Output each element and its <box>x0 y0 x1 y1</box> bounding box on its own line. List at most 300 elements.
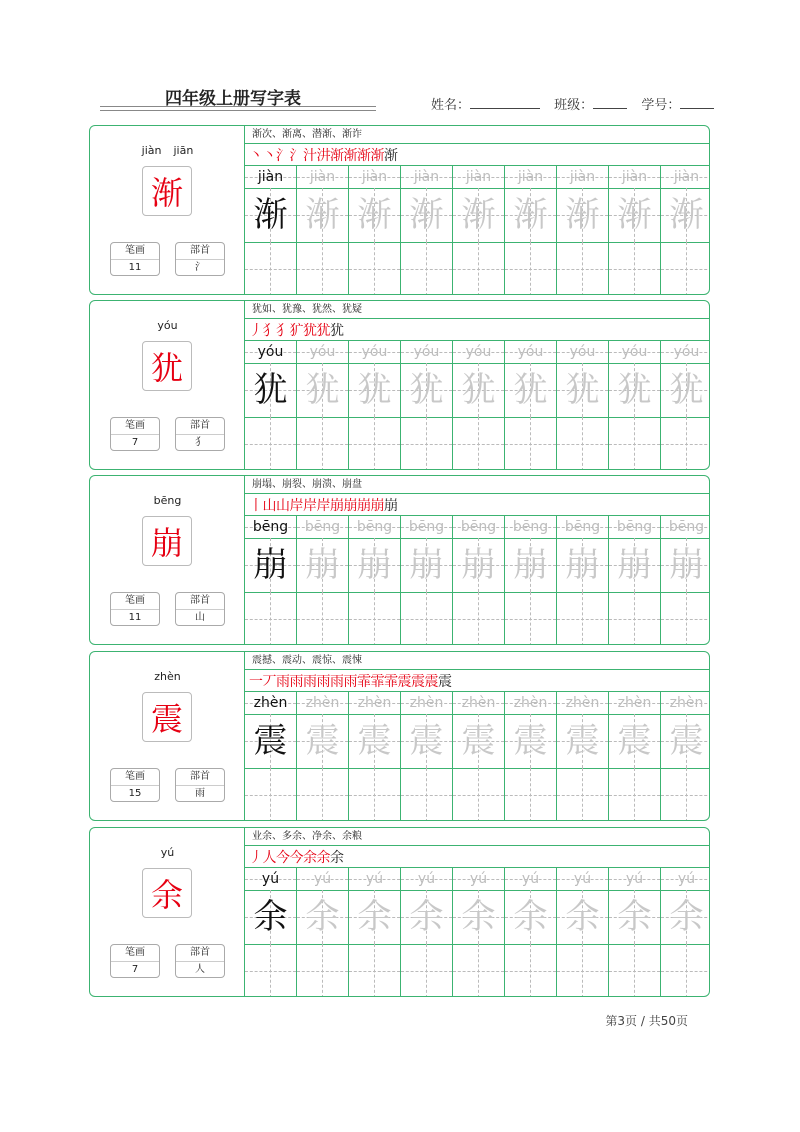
blank-practice-cell[interactable] <box>401 417 452 470</box>
cell-pinyin: yóu <box>621 344 648 360</box>
cell-hanzi: 震 <box>513 721 548 761</box>
cell-hanzi: 崩 <box>565 545 600 585</box>
trace-cell[interactable] <box>401 341 453 470</box>
blank-practice-cell[interactable] <box>401 592 452 645</box>
writing-grid <box>245 516 710 645</box>
pinyin-cell <box>609 341 660 364</box>
radical-box <box>175 242 225 276</box>
trace-cell[interactable] <box>297 341 349 470</box>
cell-hanzi: 震 <box>461 721 496 761</box>
pinyin-cell <box>505 341 556 364</box>
example-words: 渐次、渐离、潜渐、渐诈 <box>245 126 710 144</box>
blank-practice-cell[interactable] <box>505 944 556 997</box>
stroke-step: 今 <box>276 849 290 866</box>
radical-label: 部首 <box>176 945 224 962</box>
model-cell[interactable] <box>245 516 297 645</box>
cell-hanzi: 渐 <box>357 195 392 235</box>
cell-hanzi: 渐 <box>669 195 704 235</box>
stroke-count-label: 笔画 <box>111 945 159 962</box>
pinyin-cell <box>453 516 504 539</box>
blank-practice-cell[interactable] <box>349 592 400 645</box>
cell-pinyin: yú <box>521 871 540 887</box>
student-fields <box>431 94 724 113</box>
cell-pinyin: yú <box>625 871 644 887</box>
stroke-step: 汫 <box>316 147 331 164</box>
stroke-count-label: 笔画 <box>111 769 159 786</box>
pinyin-cell <box>245 516 296 539</box>
stroke-step: 犭 <box>262 322 277 339</box>
trace-cell[interactable] <box>401 516 453 645</box>
practice-area <box>245 652 710 820</box>
hanzi-cell <box>557 188 608 243</box>
cell-hanzi: 震 <box>253 721 288 761</box>
hanzi-cell <box>557 890 608 945</box>
trace-cell[interactable] <box>505 341 557 470</box>
cell-hanzi: 震 <box>617 721 652 761</box>
radical-value: 人 <box>195 964 205 975</box>
radical-box <box>175 944 225 978</box>
blank-practice-cell[interactable] <box>401 242 452 295</box>
blank-practice-cell[interactable] <box>557 944 608 997</box>
cell-hanzi: 犹 <box>513 370 548 410</box>
character-summary <box>90 652 245 820</box>
trace-cell[interactable] <box>297 692 349 821</box>
model-cell[interactable] <box>245 166 297 295</box>
pinyin-reading: jiàn <box>141 144 162 157</box>
id-blank[interactable] <box>680 96 714 109</box>
radical-box <box>175 768 225 802</box>
stroke-step: 人 <box>262 849 277 866</box>
pinyin-cell <box>349 341 400 364</box>
hanzi-cell <box>557 538 608 593</box>
cell-hanzi: 震 <box>409 721 444 761</box>
blank-practice-cell[interactable] <box>297 242 348 295</box>
trace-cell[interactable] <box>557 166 609 295</box>
stroke-step: 崩 <box>357 497 371 514</box>
stroke-step: 犹 <box>303 322 317 339</box>
hanzi-cell <box>453 538 504 593</box>
trace-cell[interactable] <box>297 868 349 997</box>
trace-cell[interactable] <box>349 341 401 470</box>
cell-pinyin: yóu <box>517 344 544 360</box>
blank-practice-cell[interactable] <box>609 944 660 997</box>
cell-pinyin: yú <box>261 871 280 887</box>
blank-practice-cell[interactable] <box>245 768 296 821</box>
blank-practice-cell[interactable] <box>609 417 660 470</box>
trace-cell[interactable] <box>349 692 401 821</box>
blank-practice-cell[interactable] <box>401 944 452 997</box>
cell-pinyin: zhèn <box>253 695 288 711</box>
pinyin-cell <box>661 341 710 364</box>
pinyin-cell <box>453 341 504 364</box>
trace-cell[interactable] <box>505 166 557 295</box>
radical-box <box>175 592 225 626</box>
blank-practice-cell[interactable] <box>609 242 660 295</box>
cell-hanzi: 震 <box>357 721 392 761</box>
stroke-count-value: 7 <box>131 964 139 975</box>
stroke-step: 一 <box>249 673 263 690</box>
trace-cell[interactable] <box>453 166 505 295</box>
pinyin-cell <box>453 692 504 715</box>
pinyin-cell <box>609 166 660 189</box>
pinyin-reading: jiān <box>173 144 194 157</box>
character-summary <box>90 301 245 469</box>
hanzi-cell <box>349 890 400 945</box>
cell-pinyin: bēng <box>356 519 393 535</box>
hanzi-cell <box>505 188 556 243</box>
cell-hanzi: 犹 <box>357 370 392 410</box>
pinyin-cell <box>349 166 400 189</box>
cell-pinyin: jiàn <box>465 169 492 185</box>
pinyin-cell <box>505 516 556 539</box>
pinyin-cell <box>557 166 608 189</box>
stroke-step: 震 <box>411 673 425 690</box>
trace-cell[interactable] <box>609 692 661 821</box>
pinyin-cell <box>557 692 608 715</box>
trace-cell[interactable] <box>453 516 505 645</box>
model-cell[interactable] <box>245 692 297 821</box>
title-underline <box>100 106 376 107</box>
stroke-step: 丿 <box>249 322 263 339</box>
blank-practice-cell[interactable] <box>245 944 296 997</box>
cell-hanzi: 犹 <box>617 370 652 410</box>
hanzi-cell <box>349 538 400 593</box>
character-display: 震 <box>142 692 192 742</box>
cell-pinyin: bēng <box>668 519 705 535</box>
cell-hanzi: 犹 <box>669 370 704 410</box>
hanzi-cell <box>401 890 452 945</box>
pinyin-cell <box>661 166 710 189</box>
stroke-step: 犷 <box>289 322 304 339</box>
trace-cell[interactable] <box>661 692 710 821</box>
pinyin-cell <box>661 692 710 715</box>
stroke-count-label: 笔画 <box>111 593 159 610</box>
character-display: 崩 <box>142 516 192 566</box>
page-title: 四年级上册写字表 <box>165 89 301 109</box>
hanzi-cell <box>349 188 400 243</box>
character-card <box>89 475 710 645</box>
stroke-step: 渐 <box>384 147 398 164</box>
stroke-step: 汁 <box>303 147 317 164</box>
trace-cell[interactable] <box>453 868 505 997</box>
pinyin-cell <box>297 166 348 189</box>
cell-hanzi: 余 <box>565 897 600 937</box>
class-field[interactable] <box>554 94 627 113</box>
name-field[interactable] <box>431 94 540 113</box>
blank-practice-cell[interactable] <box>661 944 710 997</box>
radical-value: 山 <box>195 612 205 623</box>
blank-practice-cell[interactable] <box>557 768 608 821</box>
stroke-step: 山 <box>276 497 290 514</box>
trace-cell[interactable] <box>297 516 349 645</box>
pinyin-cell <box>349 516 400 539</box>
blank-practice-cell[interactable] <box>401 768 452 821</box>
stroke-step: 渐 <box>343 147 358 164</box>
cell-pinyin: bēng <box>408 519 445 535</box>
blank-practice-cell[interactable] <box>661 768 710 821</box>
blank-practice-cell[interactable] <box>661 592 710 645</box>
hanzi-cell <box>609 890 660 945</box>
trace-cell[interactable] <box>505 692 557 821</box>
cell-hanzi: 余 <box>669 897 704 937</box>
title-underline <box>100 110 376 111</box>
practice-area <box>245 828 710 996</box>
pinyin-cell <box>661 868 710 891</box>
blank-practice-cell[interactable] <box>609 768 660 821</box>
stroke-step: 犭 <box>276 322 290 339</box>
pinyin-cell <box>401 166 452 189</box>
id-field[interactable] <box>641 94 714 113</box>
trace-cell[interactable] <box>453 692 505 821</box>
blank-practice-cell[interactable] <box>245 242 296 295</box>
blank-practice-cell[interactable] <box>349 417 400 470</box>
stroke-step: 雨 <box>330 673 344 690</box>
name-blank[interactable] <box>470 96 540 109</box>
blank-practice-cell[interactable] <box>505 242 556 295</box>
pinyin-cell <box>245 166 296 189</box>
class-blank[interactable] <box>593 96 627 109</box>
trace-cell[interactable] <box>609 166 661 295</box>
hanzi-cell <box>505 890 556 945</box>
pinyin-cell <box>297 692 348 715</box>
radical-label: 部首 <box>176 243 224 260</box>
hanzi-cell <box>245 188 296 243</box>
id-label: 学号： <box>641 98 681 113</box>
blank-practice-cell[interactable] <box>297 768 348 821</box>
pinyin-cell <box>557 868 608 891</box>
stroke-step: 丨 <box>249 497 263 514</box>
cell-hanzi: 渐 <box>513 195 548 235</box>
blank-practice-cell[interactable] <box>505 592 556 645</box>
stroke-step: 震 <box>424 673 439 690</box>
cell-pinyin: yóu <box>569 344 596 360</box>
stroke-step: 渐 <box>370 147 385 164</box>
hanzi-cell <box>661 538 710 593</box>
stroke-step: 霏 <box>384 673 398 690</box>
character-pinyin <box>90 494 245 507</box>
radical-box <box>175 417 225 451</box>
cell-pinyin: yú <box>417 871 436 887</box>
trace-cell[interactable] <box>349 516 401 645</box>
stroke-step: 崩 <box>343 497 358 514</box>
cell-pinyin: yú <box>313 871 332 887</box>
blank-practice-cell[interactable] <box>609 592 660 645</box>
page-number: 第3页 / 共50页 <box>605 1014 688 1028</box>
pinyin-cell <box>297 341 348 364</box>
stroke-step: 岸 <box>289 497 304 514</box>
stroke-step: 余 <box>330 849 344 866</box>
blank-practice-cell[interactable] <box>245 592 296 645</box>
stroke-step: 雨 <box>303 673 317 690</box>
character-display: 犹 <box>142 341 192 391</box>
practice-area <box>245 476 710 644</box>
blank-practice-cell[interactable] <box>453 592 504 645</box>
trace-cell[interactable] <box>349 868 401 997</box>
trace-cell[interactable] <box>297 166 349 295</box>
pinyin-cell <box>505 692 556 715</box>
character-display: 渐 <box>142 166 192 216</box>
blank-practice-cell[interactable] <box>453 944 504 997</box>
trace-cell[interactable] <box>349 166 401 295</box>
blank-practice-cell[interactable] <box>245 417 296 470</box>
pinyin-cell <box>609 516 660 539</box>
hanzi-cell <box>609 188 660 243</box>
trace-cell[interactable] <box>661 516 710 645</box>
cell-hanzi: 犹 <box>305 370 340 410</box>
cell-pinyin: zhèn <box>305 695 340 711</box>
stroke-step: 犹 <box>330 322 344 339</box>
cell-hanzi: 渐 <box>461 195 496 235</box>
trace-cell[interactable] <box>609 516 661 645</box>
blank-practice-cell[interactable] <box>661 242 710 295</box>
cell-hanzi: 崩 <box>513 545 548 585</box>
trace-cell[interactable] <box>557 692 609 821</box>
writing-grid <box>245 868 710 997</box>
stroke-step: 雨 <box>316 673 331 690</box>
cell-hanzi: 渐 <box>409 195 444 235</box>
cell-pinyin: bēng <box>564 519 601 535</box>
model-cell[interactable] <box>245 868 297 997</box>
character-card <box>89 125 710 295</box>
cell-pinyin: jiàn <box>257 169 284 185</box>
cell-hanzi: 余 <box>253 897 288 937</box>
stroke-step: 山 <box>262 497 277 514</box>
cell-pinyin: yóu <box>309 344 336 360</box>
character-pinyin <box>90 846 245 859</box>
blank-practice-cell[interactable] <box>505 417 556 470</box>
character-pinyin <box>90 670 245 683</box>
trace-cell[interactable] <box>557 516 609 645</box>
blank-practice-cell[interactable] <box>661 417 710 470</box>
example-words: 犹如、犹豫、犹然、犹疑 <box>245 301 710 319</box>
stroke-count-value: 11 <box>128 612 142 623</box>
cell-hanzi: 崩 <box>409 545 444 585</box>
blank-practice-cell[interactable] <box>297 592 348 645</box>
writing-grid <box>245 166 710 295</box>
cell-pinyin: bēng <box>304 519 341 535</box>
cell-hanzi: 犹 <box>409 370 444 410</box>
cell-pinyin: yú <box>365 871 384 887</box>
pinyin-cell <box>557 516 608 539</box>
stroke-step: 犹 <box>316 322 331 339</box>
trace-cell[interactable] <box>557 341 609 470</box>
radical-value: 犭 <box>195 437 205 448</box>
stroke-count-label: 笔画 <box>111 418 159 435</box>
hanzi-cell <box>609 714 660 769</box>
hanzi-cell <box>245 538 296 593</box>
cell-pinyin: yóu <box>673 344 700 360</box>
blank-practice-cell[interactable] <box>453 768 504 821</box>
hanzi-cell <box>505 538 556 593</box>
cell-hanzi: 渐 <box>617 195 652 235</box>
blank-practice-cell[interactable] <box>349 768 400 821</box>
blank-practice-cell[interactable] <box>349 944 400 997</box>
hanzi-cell <box>297 363 348 418</box>
stroke-step: 丆 <box>262 673 277 690</box>
cell-pinyin: zhèn <box>409 695 444 711</box>
stroke-order <box>245 319 710 341</box>
blank-practice-cell[interactable] <box>557 592 608 645</box>
cell-pinyin: yóu <box>361 344 388 360</box>
cell-hanzi: 余 <box>357 897 392 937</box>
hanzi-cell <box>349 363 400 418</box>
blank-practice-cell[interactable] <box>557 417 608 470</box>
trace-cell[interactable] <box>557 868 609 997</box>
hanzi-cell <box>609 363 660 418</box>
stroke-order <box>245 144 710 166</box>
hanzi-cell <box>557 363 608 418</box>
stroke-step: 震 <box>397 673 412 690</box>
character-display: 余 <box>142 868 192 918</box>
writing-grid <box>245 692 710 821</box>
cell-hanzi: 余 <box>461 897 496 937</box>
stroke-step: 余 <box>316 849 331 866</box>
hanzi-cell <box>297 538 348 593</box>
stroke-count-box <box>110 242 160 276</box>
stroke-step: 崩 <box>330 497 344 514</box>
hanzi-cell <box>453 188 504 243</box>
trace-cell[interactable] <box>401 166 453 295</box>
stroke-count-box <box>110 944 160 978</box>
hanzi-cell <box>453 890 504 945</box>
trace-cell[interactable] <box>661 166 710 295</box>
trace-cell[interactable] <box>401 868 453 997</box>
trace-cell[interactable] <box>401 692 453 821</box>
trace-cell[interactable] <box>609 868 661 997</box>
trace-cell[interactable] <box>505 868 557 997</box>
hanzi-cell <box>557 714 608 769</box>
cell-pinyin: jiàn <box>517 169 544 185</box>
trace-cell[interactable] <box>505 516 557 645</box>
radical-value: 氵 <box>195 262 205 273</box>
cell-pinyin: jiàn <box>569 169 596 185</box>
pinyin-reading: zhèn <box>154 670 181 683</box>
cell-hanzi: 震 <box>669 721 704 761</box>
blank-practice-cell[interactable] <box>453 417 504 470</box>
pinyin-cell <box>453 166 504 189</box>
blank-practice-cell[interactable] <box>297 944 348 997</box>
cell-hanzi: 余 <box>305 897 340 937</box>
stroke-step: 崩 <box>384 497 398 514</box>
pinyin-cell <box>349 692 400 715</box>
trace-cell[interactable] <box>453 341 505 470</box>
blank-practice-cell[interactable] <box>453 242 504 295</box>
stroke-order <box>245 670 710 692</box>
stroke-step: 岸 <box>303 497 317 514</box>
trace-cell[interactable] <box>661 868 710 997</box>
blank-practice-cell[interactable] <box>505 768 556 821</box>
trace-cell[interactable] <box>661 341 710 470</box>
cell-pinyin: yú <box>573 871 592 887</box>
pinyin-cell <box>401 341 452 364</box>
cell-pinyin: yú <box>469 871 488 887</box>
hanzi-cell <box>245 890 296 945</box>
stroke-step: 余 <box>303 849 317 866</box>
hanzi-cell <box>505 714 556 769</box>
stroke-step: 丶 <box>262 147 277 164</box>
blank-practice-cell[interactable] <box>349 242 400 295</box>
model-cell[interactable] <box>245 341 297 470</box>
blank-practice-cell[interactable] <box>557 242 608 295</box>
hanzi-cell <box>453 714 504 769</box>
character-card <box>89 651 710 821</box>
pinyin-cell <box>609 692 660 715</box>
blank-practice-cell[interactable] <box>297 417 348 470</box>
stroke-order <box>245 846 710 868</box>
cell-pinyin: zhèn <box>669 695 704 711</box>
trace-cell[interactable] <box>609 341 661 470</box>
character-summary <box>90 126 245 294</box>
